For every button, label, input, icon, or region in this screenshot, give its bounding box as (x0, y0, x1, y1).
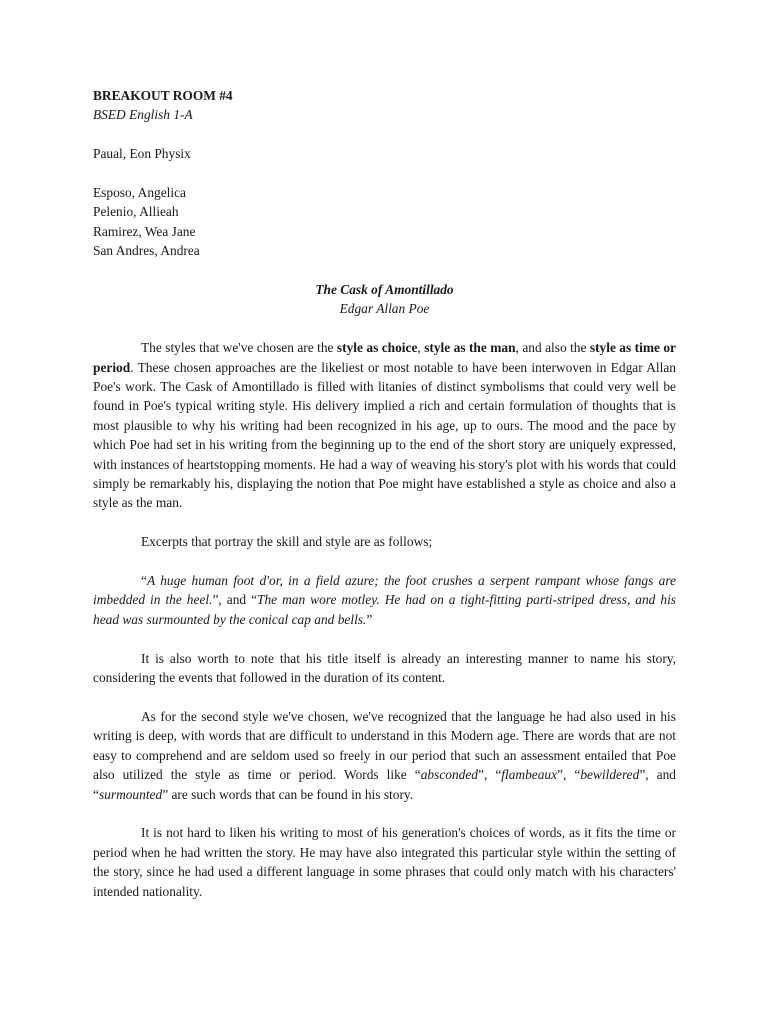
paragraph-excerpts-intro: Excerpts that portray the skill and style are as follows; (141, 534, 433, 550)
member-list (93, 183, 676, 261)
paragraph-language (93, 707, 676, 804)
emphasis-style-choice: style as choice (336, 340, 418, 356)
text-run: . These chosen approaches are the likeliest or most notable to have been interwoven in Edgar Allan Poe's work. The Cask of Amontillado is filled with litanies of distinct symbolisms that could very well be found in Poe's typical writing style. His delivery implied a rich and certain formulation of thoughts that is most plausible to why his writing had been recognized in his age, up to ours. The mood and the pace by which Poe had set in his writing from the beginning up to the end of the short story are uniquely expressed, with instances of heartstopping moments. He had a way of weaving his story's plot with his words that could simply be remarkably his, displaying the notion that Poe might have established a style as choice and also a style as the man. (93, 359, 676, 511)
spacer (93, 261, 676, 280)
spacer (93, 687, 676, 706)
text-run: ” are such words that can be found in his story. (162, 786, 414, 802)
emphasis-style-period: style as time or period (93, 340, 676, 375)
spacer (93, 629, 676, 648)
breakout-room-heading: BREAKOUT ROOM #4 (93, 88, 233, 103)
spacer (93, 552, 676, 571)
spacer (93, 513, 676, 532)
example-word: absconded (420, 767, 478, 783)
member-name: Esposo, Angelica (93, 185, 186, 200)
member-name: Ramirez, Wea Jane (93, 223, 196, 239)
spacer (93, 319, 676, 338)
text-run: ” (366, 611, 373, 627)
presenter-name: Paual, Eon Physix (93, 146, 191, 162)
paragraph-title-note: It is also worth to note that his title itself is already an interesting manner to name his story, considering the events that followed in the duration of its content. (93, 650, 676, 686)
quote-excerpt: A huge human foot d'or, in a field azure; the foot crushes a serpent rampant whose fangs are imbedded in the heel. (93, 573, 676, 608)
example-word: flambeaux (501, 767, 558, 783)
text-run: As for the second style we've chosen, we've recognized that the language he had also used in his writing is deep, with words that are difficult to understand in this Modern age. There are words that are not easy to comprehend and are seldom used so freely in our period that such an assessment entailed that Poe also utilized the style as time or period. Words like “ (93, 708, 676, 783)
spacer (93, 164, 676, 183)
emphasis-style-man: style as the man (424, 340, 516, 356)
paragraph-period: It is not hard to liken his writing to most of his generation's choices of words, as it fits the time or period when he had written the story. He may have also integrated this particular style within the setting of the story, since he had used a different language in some phrases that could only match with his characters' intended nationality. (93, 825, 676, 899)
example-word: surmounted (98, 786, 163, 802)
text-run: ”, “ (478, 767, 502, 783)
quote-excerpt: The man wore motley. He had on a tight-fitting parti-striped dress, and his head was surmounted by the conical cap and bells. (93, 592, 677, 627)
text-run: ”, and “ (212, 592, 258, 608)
spacer (93, 125, 676, 144)
member-name: San Andres, Andrea (93, 243, 200, 259)
example-word: bewildered (580, 767, 640, 783)
text-run: , and also the (515, 340, 590, 356)
paragraph-excerpts (93, 571, 676, 629)
work-author: Edgar Allan Poe (339, 301, 430, 317)
paragraph-styles (93, 338, 676, 513)
spacer (93, 804, 676, 823)
section-label: BSED English 1-A (93, 107, 193, 123)
text-run: “ (141, 573, 147, 589)
text-run: The styles that we've chosen are the (141, 340, 337, 356)
work-title: The Cask of Amontillado (315, 282, 454, 298)
member-name: Pelenio, Allieah (93, 204, 179, 220)
text-run: ”, “ (557, 767, 581, 783)
text-run: , (417, 340, 425, 356)
text-run: ”, and “ (93, 767, 676, 802)
